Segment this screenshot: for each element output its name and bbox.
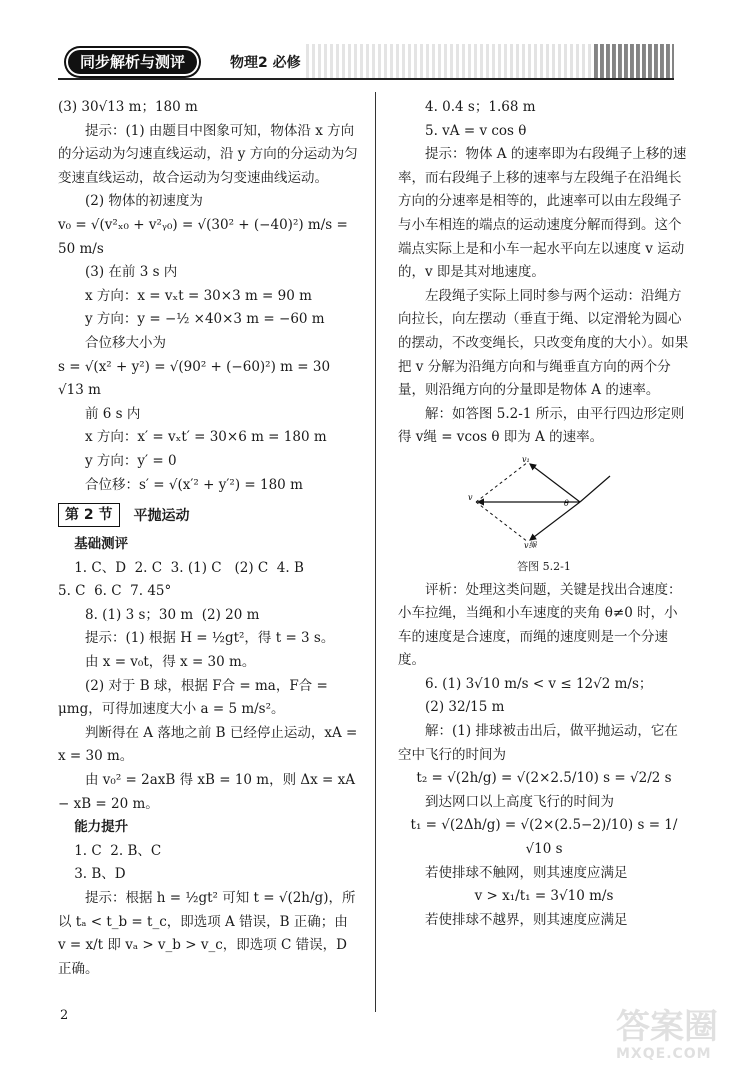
text-line: 若使排球不触网，则其速度应满足 (425, 864, 628, 881)
text-line: 基础测评 (74, 536, 129, 553)
text-line: x 方向：x′ = vₓt′ = 30×6 m = 180 m (85, 429, 327, 446)
label-v1: v₁ (522, 455, 530, 464)
series-title: 同步解析与测评 (68, 50, 197, 74)
text-line: 1. C、D 2. C 3. (1) C (2) C 4. B (74, 559, 304, 576)
section-number: 第 2 节 (58, 503, 120, 527)
text-line: 1. C 2. B、C (74, 842, 162, 859)
text-line: (3) 30√13 m；180 m (58, 99, 198, 115)
watermark (616, 1007, 746, 1072)
header-pattern (306, 44, 674, 78)
text-line: y 方向：y = −½ ×40×3 m = −60 m (85, 311, 325, 328)
section-title: 平抛运动 (133, 508, 190, 525)
subject-title: 物理2 必修 (230, 55, 301, 71)
text-line: (2) 对于 B 球，根据 F合 = ma，F合 = μmg，可得加速度大小 a = 5 m/s²。 (58, 677, 333, 718)
text-line: 6. (1) 3√10 m/s < v ≤ 12√2 m/s； (425, 675, 653, 692)
label-vrope: v绳 (524, 540, 537, 548)
text-line: 由 x = v₀t，得 x = 30 m。 (85, 654, 256, 671)
text-line: 提示：(1) 根据 H = ½gt²，得 t = 3 s。 (85, 630, 335, 647)
text-line: x 方向：x = vₓt = 30×3 m = 90 m (85, 287, 312, 304)
text-line: 4. 0.4 s；1.68 m (425, 99, 536, 115)
text-line: v > x₁/t₁ = 3√10 m/s (474, 888, 614, 905)
velocity-diagram (468, 456, 618, 548)
left-content (58, 96, 358, 497)
watermark-sub: MXQE.COM (616, 1046, 712, 1062)
header-rule (58, 78, 674, 80)
v1-arrow (530, 464, 580, 502)
column-divider (375, 92, 376, 1012)
text-line: 提示：(1) 由题目中图象可知，物体沿 x 方向的分运动为匀速直线运动，沿 y 方向的分运动为匀变速直线运动，故合运动为匀变速曲线运动。 (58, 122, 358, 186)
text-line: t₂ = √(2h/g) = √(2×2.5/10) s = √2/2 s (416, 770, 672, 787)
right-column (398, 96, 690, 932)
text-line: 前 6 s 内 (85, 405, 141, 422)
left-column (58, 96, 362, 981)
dashed-edge (476, 462, 528, 502)
section-heading (58, 503, 358, 527)
label-theta: θ (564, 498, 569, 508)
text-line: 合位移：s′ = √(x′² + y′²) = 180 m (85, 476, 303, 493)
text-line: 解：如答图 5.2-1 所示，由平行四边形定则得 v绳 = vcos θ 即为 A 的速率。 (398, 405, 685, 446)
rope-line (580, 476, 610, 502)
page-number: 2 (60, 1008, 69, 1023)
text-line: t₁ = √(2Δh/g) = √(2×(2.5−2)/10) s = 1/√10 s (410, 817, 678, 858)
label-v: v (468, 492, 473, 502)
text-line: 5. vA = v cos θ (425, 122, 527, 139)
text-line: s = √(x² + y²) = √(90² + (−60)²) m = 30 √13 m (58, 358, 335, 399)
text-line: 5. C 6. C 7. 45° (58, 583, 172, 600)
text-line: 解：(1) 排球被击出后，做平抛运动，它在空中飞行的时间为 (398, 723, 678, 763)
text-line: 8. (1) 3 s；30 m (2) 20 m (85, 606, 260, 623)
text-line: 左段绳子实际上同时参与两个运动：沿绳方向拉长，向左摆动（垂直于绳、以定滑轮为圆心的摆动，不改变绳长，只改变角度的大小）。如果把 v 分解为沿绳方向和与绳垂直方向的两个分量，则沿绳方向的分量即是物体 A 的速率。 (398, 287, 689, 399)
watermark-main: 答案圈 (616, 1007, 718, 1047)
text-line: 若使排球不越界，则其速度应满足 (425, 911, 628, 928)
text-line: v₀ = √(v²ₓ₀ + v²ᵧ₀) = √(30² + (−40)²) m/s = 50 m/s (58, 216, 353, 257)
text-line: 3. B、D (74, 866, 126, 883)
text-line: (2) 物体的初速度为 (85, 193, 203, 210)
text-line: 由 v₀² = 2axB 得 xB = 10 m，则 Δx = xA − xB = 20 m。 (58, 772, 360, 812)
text-line: 合位移大小为 (85, 334, 166, 351)
text-line: 到达网口以上高度飞行的时间为 (425, 793, 614, 810)
text-line: (3) 在前 3 s 内 (85, 264, 178, 281)
vrope-arrow (530, 502, 580, 540)
right-content-2 (398, 579, 690, 933)
text-line: 提示：物体 A 的速率即为右段绳子上移的速率，而右段绳子上移的速率与左段绳子在沿绳长方向的分速率是相等的，此速率可以由左段绳子与小车相连的端点的运动速度分解而得到。这个端点实际上是和小车一起水平向左以速度 v 运动的，v 即是其对地速度。 (398, 146, 687, 281)
figure-caption: 答图 5.2-1 (517, 559, 571, 573)
text-line: y 方向：y′ = 0 (85, 452, 177, 469)
text-line: 评析：处理这类问题，关键是找出合速度：小车拉绳，当绳和小车速度的夹角 θ≠0 时，小车的速度是合速度，而绳的速度则是一个分速度。 (398, 581, 682, 669)
text-line: 判断得在 A 落地之前 B 已经停止运动，xA = x = 30 m。 (58, 724, 362, 765)
text-line: (2) 32/15 m (425, 699, 505, 716)
page-header (58, 44, 674, 78)
right-content (398, 96, 690, 450)
left-content-2 (58, 533, 362, 981)
text-line: 提示：根据 h = ½gt² 可知 t = √(2h/g)，所以 tₐ < t_b = t_c，即选项 A 错误，B 正确；由 v = x/t 即 vₐ > v_b > v_c，即选项 C 错误，D 正确。 (58, 890, 356, 977)
dashed-edge (476, 502, 528, 542)
text-line: 能力提升 (74, 819, 129, 836)
